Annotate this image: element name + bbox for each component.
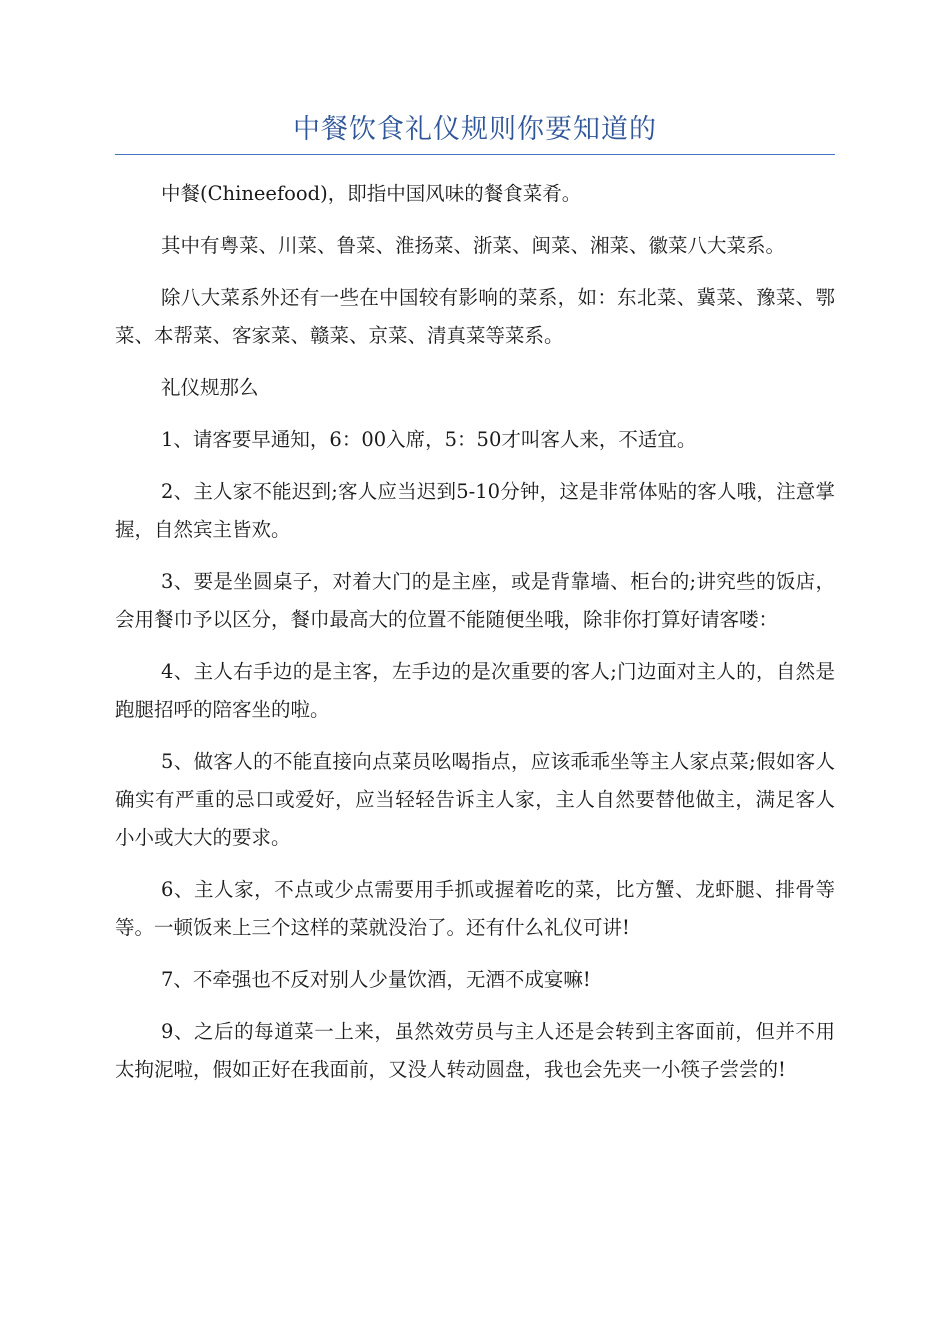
title-underline (115, 154, 835, 155)
document-body (115, 175, 835, 1103)
paragraph: 2、主人家不能迟到;客人应当迟到5-10分钟，这是非常体贴的客人哦，注意掌握，自然宾主皆欢。 (115, 480, 835, 541)
document-title: 中餐饮食礼仪规则你要知道的 (293, 114, 657, 145)
paragraph: 9、之后的每道菜一上来，虽然效劳员与主人还是会转到主客面前，但并不用太拘泥啦，假如正好在我面前，又没人转动圆盘，我也会先夹一小筷子尝尝的! (115, 1020, 835, 1081)
paragraph: 5、做客人的不能直接向点菜员吆喝指点，应该乖乖坐等主人家点菜;假如客人确实有严重的忌口或爱好，应当轻轻告诉主人家，主人自然要替他做主，满足客人小小或大大的要求。 (115, 750, 835, 849)
paragraph: 除八大菜系外还有一些在中国较有影响的菜系，如：东北菜、冀菜、豫菜、鄂菜、本帮菜、客家菜、赣菜、京菜、清真菜等菜系。 (115, 286, 835, 347)
section-heading: 礼仪规那么 (161, 376, 259, 399)
paragraph: 中餐(Chineefood)，即指中国风味的餐食菜肴。 (161, 182, 582, 205)
paragraph: 4、主人右手边的是主客，左手边的是次重要的客人;门边面对主人的，自然是跑腿招呼的陪客坐的啦。 (115, 660, 835, 721)
paragraph: 7、不牵强也不反对别人少量饮酒，无酒不成宴嘛! (161, 968, 591, 991)
paragraph: 其中有粤菜、川菜、鲁菜、淮扬菜、浙菜、闽菜、湘菜、徽菜八大菜系。 (161, 234, 786, 257)
paragraph: 6、主人家，不点或少点需要用手抓或握着吃的菜，比方蟹、龙虾腿、排骨等等。一顿饭来上三个这样的菜就没治了。还有什么礼仪可讲! (115, 878, 835, 939)
paragraph: 1、请客要早通知，6：00入席，5：50才叫客人来，不适宜。 (161, 428, 697, 451)
paragraph: 3、要是坐圆桌子，对着大门的是主座，或是背靠墙、柜台的;讲究些的饭店，会用餐巾予以区分，餐巾最高大的位置不能随便坐哦，除非你打算好请客喽： (115, 570, 835, 631)
